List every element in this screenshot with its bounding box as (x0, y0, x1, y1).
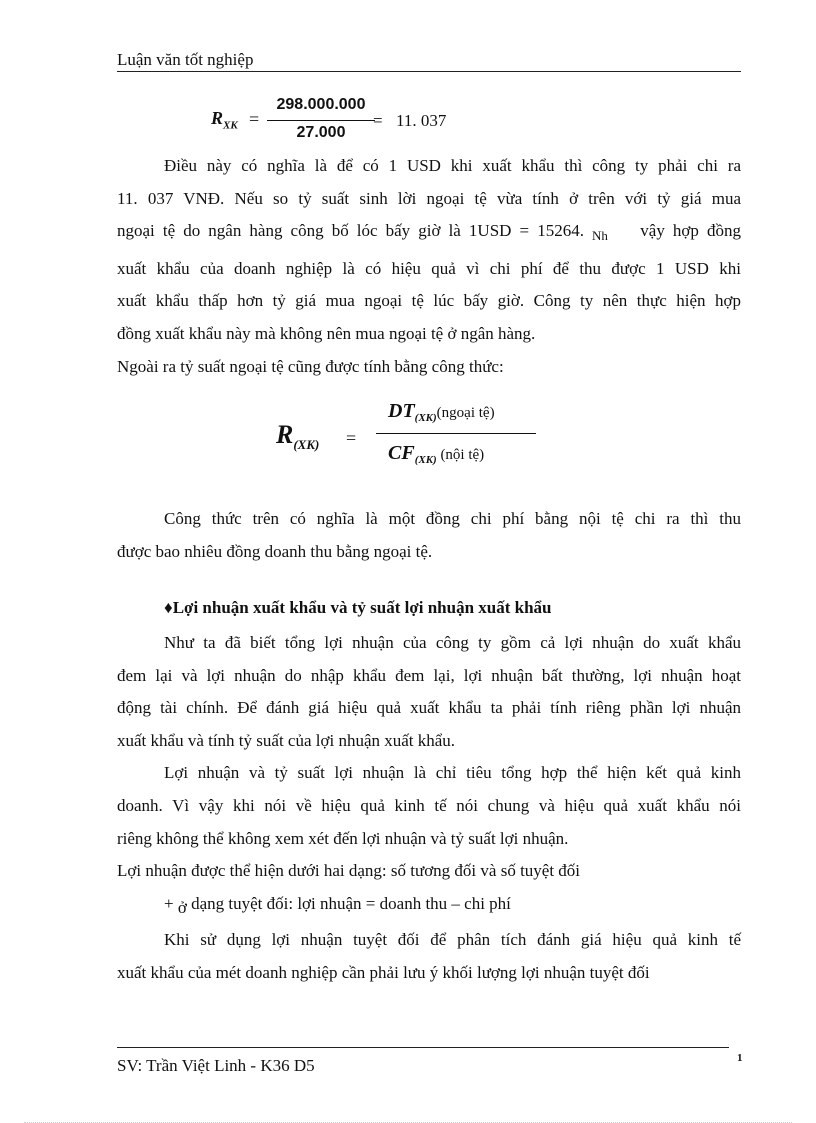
para7-line: + ở dạng tuyệt đối: lợi nhuận = doanh thu – chi phí (164, 893, 511, 917)
paragraph-profit-body (117, 627, 741, 990)
para1-line: đồng xuất khẩu này mà không nên mua ngoại tệ ở ngân hàng. (117, 323, 536, 343)
footer-author: SV: Trần Việt Linh - K36 D5 (117, 1056, 315, 1075)
section-heading-text: Lợi nhuận xuất khẩu và tỷ suất lợi nhuận xuất khẩu (172, 598, 552, 617)
para6-line: Lợi nhuận được thể hiện dưới hai dạng: số tương đối và số tuyệt đối (117, 861, 581, 881)
page-header-title: Luận văn tốt nghiệp (117, 50, 254, 69)
para5-line: riêng không thể không xem xét đến lợi nhuận và tỷ suất lợi nhuận. (117, 828, 569, 848)
formula1-denominator: 27.000 (296, 124, 346, 141)
formula2-lhs: $R_{(XK)}$ (276, 420, 320, 453)
paragraph-formula-meaning (117, 503, 741, 568)
para4-line: động tài chính. Để đánh giá hiệu quả xuất khẩu ta phải tính riêng phần lợi nhuận (117, 698, 741, 718)
para4-line: Như ta đã biết tổng lợi nhuận của công ty gồm cả lợi nhuận do xuất khẩu (164, 633, 741, 652)
page-number: 1 (737, 1052, 743, 1064)
para1-line: xuất khẩu của doanh nghiệp là có hiệu quả vì chi phí để thu được 1 USD khi (117, 258, 741, 278)
formula2-fraction-bar (376, 433, 536, 434)
para2-line: Ngoài ra tỷ suất ngoại tệ cũng được tính bằng công thức: (117, 356, 504, 376)
para3-line: Công thức trên có nghĩa là một đồng chi phí bằng nội tệ chi ra thì thu (164, 509, 741, 528)
formula1-fraction-bar (267, 120, 375, 121)
formula-exchange-rate-calc (205, 96, 485, 152)
para8-line: Khi sử dụng lợi nhuận tuyệt đối để phân tích đánh giá hiệu quả kinh tế (164, 930, 741, 950)
para5-line: doanh. Vì vậy khi nói về hiệu quả kinh tế nói chung và hiệu quả xuất khẩu nói (117, 795, 741, 815)
formula2-denominator: $CF_{(XK)}$ (nội tệ) (388, 442, 485, 466)
para5-line: Lợi nhuận và tỷ suất lợi nhuận là chỉ tiêu tổng hợp thể hiện kết quả kinh (164, 763, 741, 783)
formula2-numerator: $DT_{(XK)}(ngoại$ tệ) (388, 400, 495, 424)
para1-line: 11. 037 VNĐ. Nếu so tỷ suất sinh lời ngoại tệ vừa tính ở trên với tỷ giá mua (117, 188, 741, 208)
para8-line: xuất khẩu của mét doanh nghiệp cần phải lưu ý khối lượng lợi nhuận tuyệt đối (117, 962, 650, 982)
formula1-numerator: 298.000.000 (276, 96, 366, 113)
para4-line: đem lại và lợi nhuận do nhập khẩu đem lại, lợi nhuận bất thường, lợi nhuận hoạt (117, 665, 741, 685)
formula2-equals: = (346, 428, 357, 448)
para1-line: Điều này có nghĩa là để có 1 USD khi xuất khẩu thì công ty phải chi ra (164, 156, 741, 175)
para1-line: xuất khẩu thấp hơn tỷ giá mua ngoại tệ lúc bấy giờ. Công ty nên thực hiện hợp (117, 291, 741, 311)
footer-rule (117, 1047, 729, 1048)
formula1-result: 11. 037 (396, 111, 447, 130)
diamond-bullet-icon: ♦ (164, 598, 173, 617)
section-heading (164, 598, 552, 618)
formula1-lhs: $R_{XK}$ (211, 108, 238, 132)
formula-foreign-currency-rate (276, 398, 566, 478)
formula1-equals-2: = (373, 111, 383, 130)
paragraph-explanation (117, 150, 741, 383)
para3-line: được bao nhiêu đồng doanh thu bằng ngoại tệ. (117, 541, 433, 561)
header-rule (117, 71, 741, 72)
para1-line: ngoại tệ do ngân hàng công bố lóc bấy giờ là 1USD = 15264. $_{Nh}$ vậy hợp đồng (117, 221, 742, 244)
formula1-equals: = (249, 109, 260, 129)
para4-line: xuất khẩu và tính tỷ suất của lợi nhuận xuất khẩu. (117, 730, 456, 750)
